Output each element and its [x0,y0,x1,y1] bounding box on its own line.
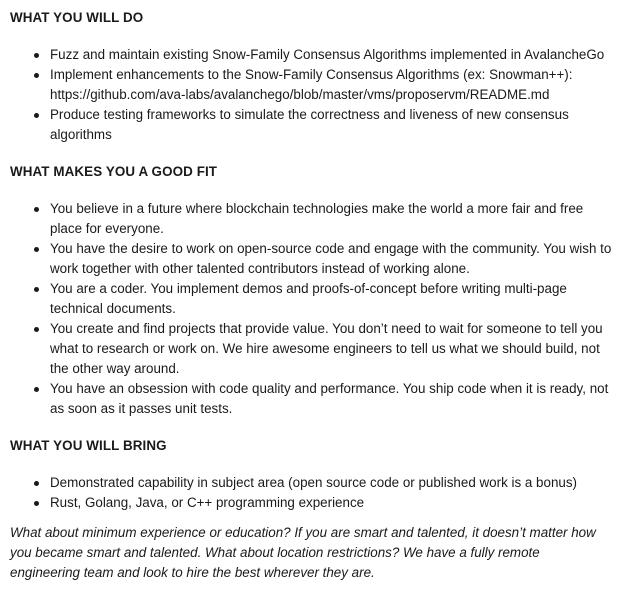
list-item: Rust, Golang, Java, or C++ programming experience [50,493,615,513]
section-heading-what-you-will-bring: WHAT YOU WILL BRING [10,438,167,453]
list-item: Demonstrated capability in subject area (open source code or published work is a bonus) [50,473,615,493]
list-item: You are a coder. You implement demos and proofs-of-concept before writing multi-page technical documents. [50,279,615,319]
section-heading-what-you-will-do: WHAT YOU WILL DO [10,10,144,25]
bullet-list-what-you-will-bring [10,473,615,513]
list-item: Implement enhancements to the Snow-Family Consensus Algorithms (ex: Snowman++): https://github.com/ava-labs/avalanchego/blob/master/vms/proposervm/README.md [50,65,615,105]
list-item: Fuzz and maintain existing Snow-Family Consensus Algorithms implemented in AvalancheGo [50,45,615,65]
list-item: Produce testing frameworks to simulate the correctness and liveness of new consensus algorithms [50,105,615,145]
list-item: You have an obsession with code quality and performance. You ship code when it is ready, not as soon as it passes unit tests. [50,379,615,419]
list-item: You have the desire to work on open-source code and engage with the community. You wish to work together with other talented contributors instead of working alone. [50,239,615,279]
bullet-list-what-you-will-do [10,45,615,145]
list-item: You believe in a future where blockchain technologies make the world a more fair and free place for everyone. [50,199,615,239]
bullet-list-good-fit [10,199,615,419]
list-item: You create and find projects that provide value. You don’t need to wait for someone to tell you what to research or work on. We hire awesome engineers to tell us what we should build, not the other way around. [50,319,615,379]
section-heading-what-makes-you-a-good-fit: WHAT MAKES YOU A GOOD FIT [10,164,218,179]
closing-paragraph: What about minimum experience or education? If you are smart and talented, it doesn’t matter how you became smart and talented. What about location restrictions? We have a fully remote engineering team and look to hire the best wherever they are. [10,525,596,580]
